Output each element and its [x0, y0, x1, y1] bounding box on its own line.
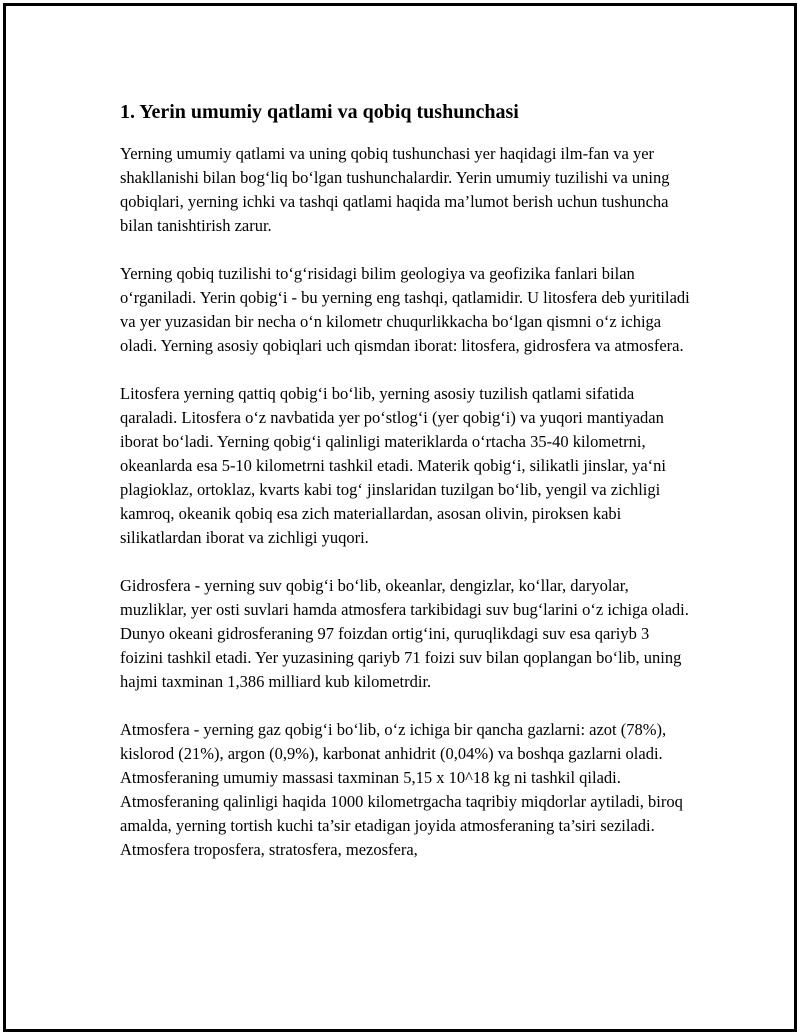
paragraph-crust-structure: Yerning qobiq tuzilishi to‘g‘risidagi bilim geologiya va geofizika fanlari bilan o‘rganiladi. Yerin qobig‘i - bu yerning eng tashqi, qatlamidir. U litosfera deb yuritiladi va yer yuzasidan bir necha o‘n kilometr chuqurlikkacha bo‘lgan qismni o‘z ichiga oladi. Yerning asosiy qobiqlari uch qismdan iborat: litosfera, gidrosfera va atmosfera.	[120, 264, 690, 355]
section-heading: 1. Yerin umumiy qatlami va qobiq tushunchasi	[120, 101, 519, 123]
document-body	[120, 98, 692, 886]
paragraph-atmosphere: Atmosfera - yerning gaz qobig‘i bo‘lib, o‘z ichiga bir qancha gazlarni: azot (78%), kislorod (21%), argon (0,9%), karbonat anhidrit (0,04%) va boshqa gazlarni oladi. Atmosferaning umumiy massasi taxminan 5,15 x 10^18 kg ni tashkil qiladi. Atmosferaning qalinligi haqida 1000 kilometrgacha taqribiy miqdorlar aytiladi, biroq amalda, yerning tortish kuchi ta’sir etadigan joyida atmosferaning ta’siri seziladi. Atmosfera troposfera, stratosfera, mezosfera,	[120, 720, 683, 859]
paragraph-intro: Yerning umumiy qatlami va uning qobiq tushunchasi yer haqidagi ilm-fan va yer shakllanishi bilan bog‘liq bo‘lgan tushunchalardir. Yerin umumiy tuzilishi va uning qobiqlari, yerning ichki va tashqi qatlami haqida ma’lumot berish uchun tushuncha bilan tanishtirish zarur.	[120, 144, 670, 235]
paragraph-lithosphere: Litosfera yerning qattiq qobig‘i bo‘lib, yerning asosiy tuzilish qatlami sifatida qaraladi. Litosfera o‘z navbatida yer po‘stlog‘i (yer qobig‘i) va yuqori mantiyadan iborat bo‘ladi. Yerning qobig‘i qalinligi materiklarda o‘rtacha 35-40 kilometrni, okeanlarda esa 5-10 kilometrni tashkil etadi. Materik qobig‘i, silikatli jinslar, ya‘ni plagioklaz, ortoklaz, kvarts kabi tog‘ jinslaridan tuzilgan bo‘lib, yengil va zichligi kamroq, okeanik qobiq esa zich materiallardan, asosan olivin, piroksen kabi silikatlardan iborat va zichligi yuqori.	[120, 384, 666, 547]
page-frame	[3, 3, 797, 1032]
paragraph-hydrosphere: Gidrosfera - yerning suv qobig‘i bo‘lib, okeanlar, dengizlar, ko‘llar, daryolar, muzliklar, yer osti suvlari hamda atmosfera tarkibidagi suv bug‘larini o‘z ichiga oladi. Dunyo okeani gidrosferaning 97 foizdan ortig‘ini, quruqlikdagi suv esa qariyb 3 foizini tashkil etadi. Yer yuzasining qariyb 71 foizi suv bilan qoplangan bo‘lib, uning hajmi taxminan 1,386 milliard kub kilometrdir.	[120, 576, 689, 691]
